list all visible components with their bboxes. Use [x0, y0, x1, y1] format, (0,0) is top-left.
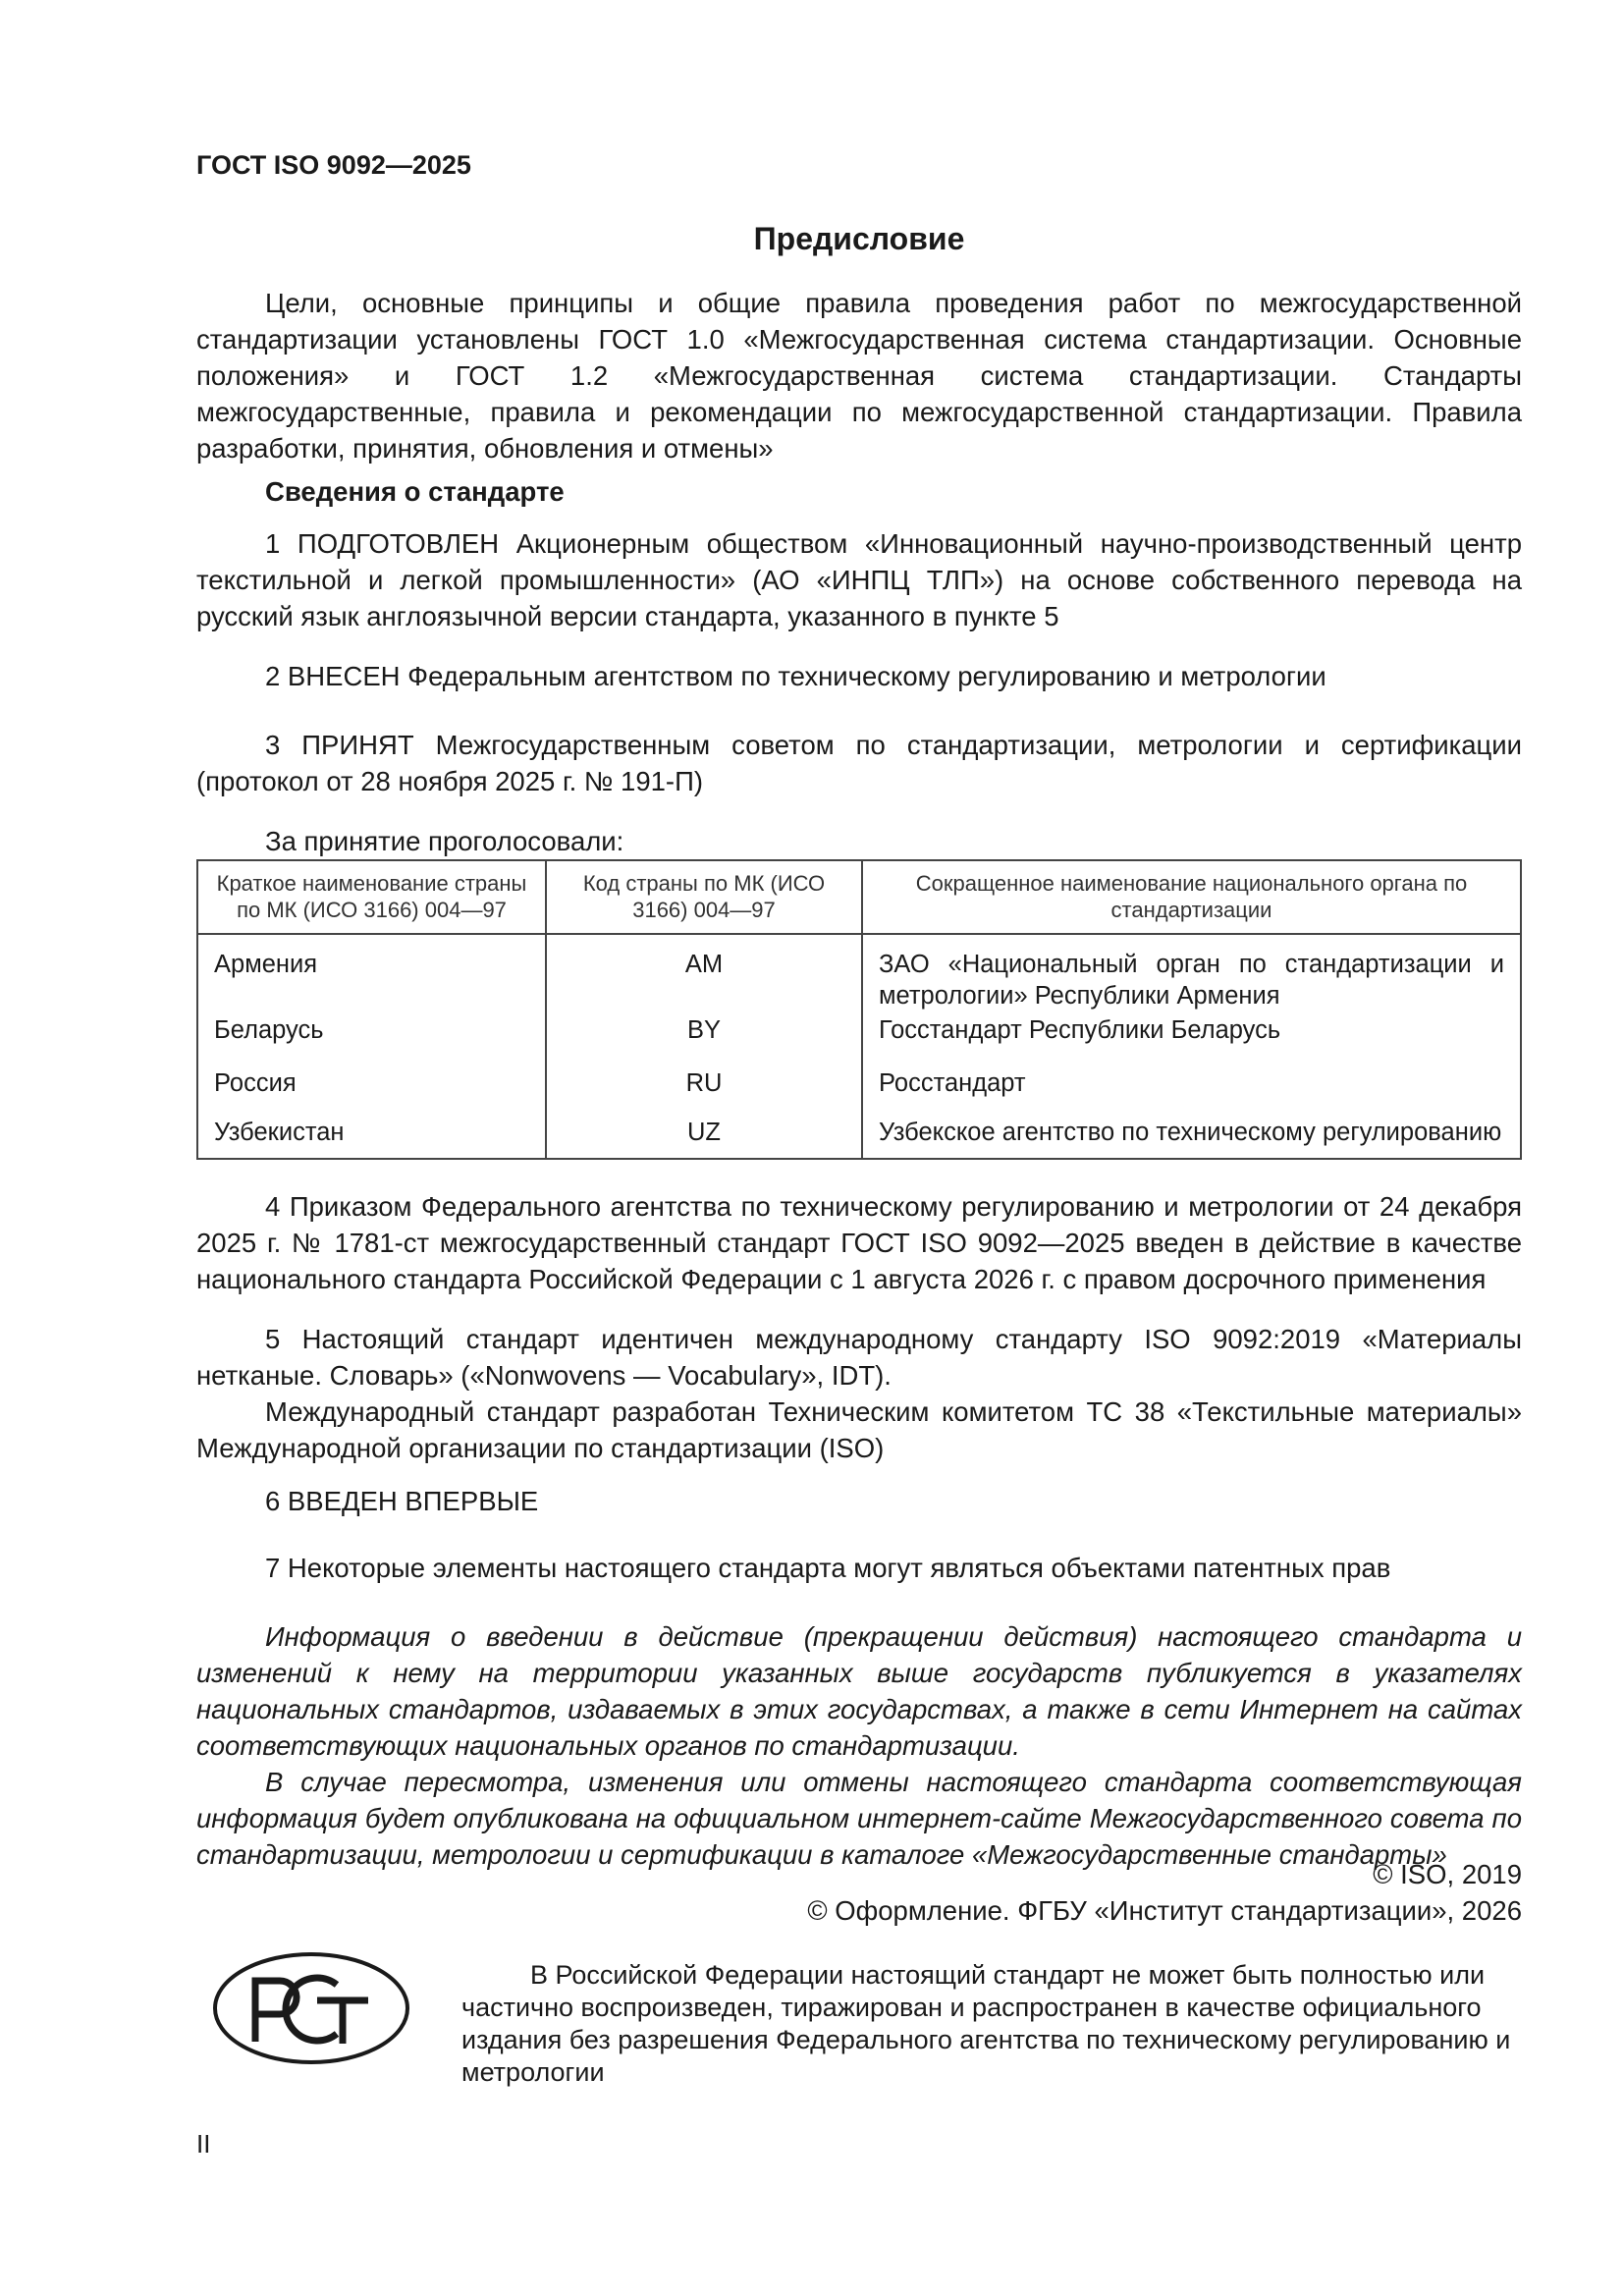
vote-label-block — [196, 823, 1522, 859]
document-code: ГОСТ ISO 9092—2025 — [196, 150, 471, 180]
item-4-text: 4 Приказом Федерального агентства по техническому регулированию и метрологии от 24 декабря 2025 г. № 1781-ст межгосударственный стандарт ГОСТ ISO 9092—2025 введен в действие в качестве национального стандарта Российской Федерации с 1 августа 2026 г. с правом досрочного применения — [196, 1191, 1522, 1294]
section-heading-block — [196, 473, 1522, 510]
item-2 — [196, 658, 1522, 694]
item-5 — [196, 1321, 1522, 1466]
cell-code: BY — [546, 1014, 862, 1067]
cell-country: Беларусь — [197, 1014, 546, 1067]
table-row — [197, 1067, 1521, 1117]
info-block — [196, 1618, 1522, 1873]
cell-country: Армения — [197, 934, 546, 1014]
item-5-text: 5 Настоящий стандарт идентичен международному стандарту ISO 9092:2019 «Материалы нетканые. Словарь» («Nonwovens — Vocabulary», IDT). — [196, 1324, 1522, 1391]
header-country: Краткое наименование страны по МК (ИСО 3166) 004—97 — [197, 860, 546, 934]
rst-mark-logo — [211, 1949, 412, 2067]
voting-table — [196, 859, 1522, 1160]
header-organization: Сокращенное наименование национального органа по стандартизации — [862, 860, 1521, 934]
copyright-institute: © Оформление. ФГБУ «Институт стандартизации», 2026 — [807, 1895, 1522, 1926]
cell-code: AM — [546, 934, 862, 1014]
item-6 — [196, 1483, 1522, 1519]
section-heading: Сведения о стандарте — [265, 476, 565, 507]
table-row — [197, 934, 1521, 1014]
item-4 — [196, 1188, 1522, 1297]
item-2-text: 2 ВНЕСЕН Федеральным агентством по техническому регулированию и метрологии — [265, 661, 1326, 691]
cell-organization: ЗАО «Национальный орган по стандартизации и метрологии» Республики Армения — [862, 934, 1521, 1014]
item-7-text: 7 Некоторые элементы настоящего стандарта могут являться объектами патентных прав — [265, 1553, 1391, 1583]
vote-label: За принятие проголосовали: — [265, 826, 624, 856]
info-paragraph: Информация о введении в действие (прекращении действия) настоящего стандарта и изменений к нему на территории указанных выше государств публикуется в указателях национальных стандартов, издаваемых в этих государствах, а также в сети Интернет на сайтах соответствующих национальных органов по стандартизации. — [196, 1621, 1522, 1761]
copyright-iso: © ISO, 2019 — [1373, 1859, 1522, 1889]
item-6-text: 6 ВВЕДЕН ВПЕРВЫЕ — [265, 1486, 539, 1516]
table-row — [197, 1014, 1521, 1067]
cell-code: RU — [546, 1067, 862, 1117]
item-5-extra-text: Международный стандарт разработан Техническим комитетом ТС 38 «Текстильные материалы» Международной организации по стандартизации (ISO) — [196, 1396, 1522, 1463]
page-title: Предисловие — [753, 221, 965, 256]
item-3 — [196, 727, 1522, 799]
cell-country: Россия — [197, 1067, 546, 1117]
item-1-text: 1 ПОДГОТОВЛЕН Акционерным обществом «Инновационный научно-производственный центр текстильной и легкой промышленности» (АО «ИНПЦ ТЛП») на основе собственного перевода на русский язык англоязычной версии стандарта, указанного в пункте 5 — [196, 528, 1522, 631]
cell-organization: Росстандарт — [862, 1067, 1521, 1117]
cell-organization: Госстандарт Республики Беларусь — [862, 1014, 1521, 1067]
item-3-text: 3 ПРИНЯТ Межгосударственным советом по стандартизации, метрологии и сертификации (протокол от 28 ноября 2025 г. № 191-П) — [196, 730, 1522, 796]
copyright-block — [196, 1856, 1522, 1929]
table-header-row — [197, 860, 1521, 934]
cell-country: Узбекистан — [197, 1117, 546, 1159]
cell-code: UZ — [546, 1117, 862, 1159]
header-code: Код страны по МК (ИСО 3166) 004—97 — [546, 860, 862, 934]
cell-organization: Узбекское агентство по техническому регулированию — [862, 1117, 1521, 1159]
item-1 — [196, 525, 1522, 634]
table-row — [197, 1117, 1521, 1159]
legal-notice — [461, 1959, 1522, 2089]
page-number: II — [196, 2129, 211, 2159]
intro-text: Цели, основные принципы и общие правила проведения работ по межгосударственной стандартизации установлены ГОСТ 1.0 «Межгосударственная система стандартизации. Основные положения» и ГОСТ 1.2 «Межгосударственная система стандартизации. Стандарты межгосударственные, правила и рекомендации по межгосударственной стандартизации. Правила разработки, принятия, обновления и отмены» — [196, 288, 1522, 464]
item-7 — [196, 1550, 1522, 1586]
info-paragraph: В случае пересмотра, изменения или отмены настоящего стандарта соответствующая информация будет опубликована на официальном интернет-сайте Межгосударственного совета по стандартизации, метрологии и сертификации в каталоге «Межгосударственные стандарты» — [196, 1767, 1522, 1870]
legal-notice-text: В Российской Федерации настоящий стандарт не может быть полностью или частично воспроизведен, тиражирован и распространен в качестве официального издания без разрешения Федерального агентства по техническому регулированию и метрологии — [461, 1960, 1511, 2087]
intro-paragraph — [196, 285, 1522, 466]
